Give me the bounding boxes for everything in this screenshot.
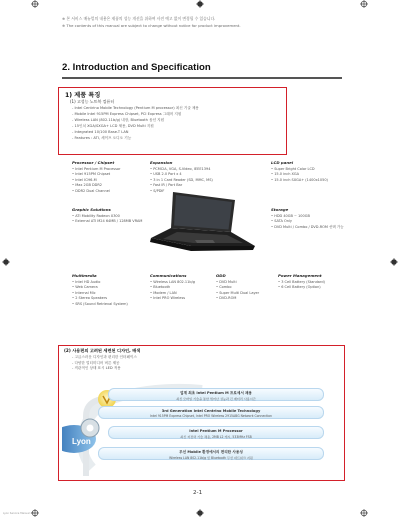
spec-item: • Intel HD Audio (72, 280, 128, 285)
spec-column-heading: ODD (216, 273, 226, 278)
spec-column-heading: Power Management (278, 273, 322, 278)
spec-item: • Fast IR / Port Bar (150, 183, 213, 188)
registration-mark-icon (31, 0, 39, 8)
spec-column-storage (271, 207, 344, 230)
features-subheading: (1) 고성능 노트북 컴퓨터 (70, 99, 115, 104)
feature-band-title: Intel Pentium M Processor (189, 428, 243, 433)
spec-column-power (278, 273, 325, 291)
spec-column-heading: LCD panel (271, 160, 294, 165)
spec-item: • DVD Multi (216, 280, 259, 285)
spec-item: • Modem / LAN (150, 291, 195, 296)
footer-text: Lyon Service Manual 2-1 (3, 512, 35, 515)
spec-item: • 6 Cell Battery (Option) (278, 285, 325, 290)
spec-item: • 2 Stereo Speakers (72, 296, 128, 301)
feature-item: - Wireless LAN (802.11b/g) 내장, Bluetooth 옵션 지원 (72, 118, 165, 123)
spec-item: • Internal Mic (72, 291, 128, 296)
spec-item: • 15.0 inch XGA (271, 172, 328, 177)
feature-band (98, 406, 324, 419)
registration-mark-icon (2, 258, 10, 266)
spec-column-heading: Multimedia (72, 273, 97, 278)
feature-item: - Intel Centrino Mobile Technology (Pentium M processor) 최신 기술 채용 (72, 106, 199, 110)
feature-band-title: 무선 Mobile 환경에서의 편리한 사용성 (179, 449, 243, 454)
registration-mark-icon (196, 509, 204, 517)
spec-column-graphics (72, 207, 142, 225)
feature-band-desc: Wireless LAN 802.11b/g 및 Bluetooth 무선 네트워크 지원 (169, 455, 253, 460)
registration-mark-icon (360, 509, 368, 517)
spec-item: • SATA Only (271, 219, 344, 224)
spec-item: • Intel 915PM Chipset (72, 172, 120, 177)
spec-item: • DDR2 Dual Channel (72, 189, 120, 194)
spec-item: • Wireless LAN 802.11b/g (150, 280, 195, 285)
spec-item: • PCMCIA, VGA, S-Video, IEEE1394 (150, 167, 213, 172)
title-rule (62, 77, 342, 79)
spec-item: • Combo (216, 285, 259, 290)
spec-item: • 15.0 inch SXGA+ (1400x1050) (271, 178, 328, 183)
spec-column-heading: Storage (271, 207, 289, 212)
feature-band (108, 388, 324, 401)
spec-column-odd (216, 273, 259, 302)
feature-item: - Integrated 10/100 Base-T LAN (72, 130, 129, 135)
design-item: - 고급스러운 디자인과 편리한 인터페이스 (72, 355, 137, 359)
spec-item: • Intel Pentium M Processor (72, 167, 120, 172)
laptop-illustration (143, 188, 261, 266)
features-list (72, 105, 199, 142)
design-item: - 다양한 멀티미디어 버튼 제공 (72, 360, 120, 365)
registration-mark-icon (360, 0, 368, 8)
feature-band-desc: 최신 저전력 기술 채용, 2MB L2 캐시, 533MHz FSB (180, 434, 252, 439)
spec-item: • Web Camera (72, 285, 128, 290)
spec-item: • Max 2GB DDR2 (72, 183, 120, 188)
spec-item: • Super Bright Color LCD (271, 167, 328, 172)
spec-column-multimedia (72, 273, 128, 307)
spec-column-communications (150, 273, 195, 302)
spec-item: • Intel PRO Wireless (150, 296, 195, 301)
spec-column-heading: Expansion (150, 160, 173, 165)
spec-item: • External ATI M24 64MB / 128MB VRAM (72, 219, 142, 224)
spec-item: • USB 2.0 Port x 4 (150, 172, 213, 177)
platform-label: Lyon (72, 437, 91, 446)
design-item: - 직관적인 상태 표시 LED 적용 (72, 366, 121, 371)
spec-column-heading: Processor / Chipset (72, 160, 115, 165)
page-number: 2-1 (193, 490, 203, 496)
header-note: ※ 본 서비스 매뉴얼의 내용은 제품의 성능 개선을 위하여 사전 예고 없이 변경될 수 있습니다. (62, 16, 216, 21)
gear-icon (81, 419, 99, 437)
spec-item: • SRS (Sound Retrieval System) (72, 302, 128, 307)
header-note: ※ The contents of this manual are subject to change without notice for product improvement. (62, 23, 241, 28)
registration-mark-icon (390, 258, 398, 266)
feature-band-desc: Intel 915PM Express Chipset, Intel PRO Wireless 2915ABG Network Connection (150, 413, 272, 418)
spec-item: • S/PDIF (150, 189, 213, 194)
spec-item: • ATI Mobility Radeon X300 (72, 214, 142, 219)
registration-mark-icon (196, 0, 204, 8)
spec-column-heading: Graphic Solutions (72, 207, 111, 212)
feature-band-desc: 최신 모바일 기술을 통한 뛰어난 성능과 긴 배터리 사용시간 (176, 396, 256, 401)
design-heading: (2) 사용편의 고려된 세련된 디자인, 배색 (64, 348, 141, 353)
spec-column-processor (72, 160, 120, 194)
feature-item: - Mobile Intel 915PM Express Chipset, PCI Express 그래픽 지원 (72, 112, 182, 117)
feature-band (98, 447, 324, 460)
feature-band-title: 3rd Generation Intel Centrino Mobile Technology (161, 408, 261, 413)
feature-item: - 15인치 XGA/SXGA+ LCD 채용, DVD Multi 지원 (72, 124, 154, 129)
spec-column-lcd (271, 160, 328, 183)
spec-item: • HDD 40GB ~ 100GB (271, 214, 344, 219)
spec-item: • 3 in 1 Card Reader (SD, MMC, MS) (150, 178, 213, 183)
spec-item: • Super Multi Dual Layer (216, 291, 259, 296)
section-title: 2. Introduction and Specification (62, 62, 211, 73)
feature-band (108, 426, 324, 439)
header-notes (62, 15, 362, 29)
spec-item: • Bluetooth (150, 285, 195, 290)
spec-item: • 3 Cell Battery (Standard) (278, 280, 325, 285)
features-heading: 1) 제품 특징 (65, 92, 101, 99)
spec-column-heading: Communications (150, 273, 187, 278)
feature-band-title: 업계 최초 Intel Pentium M 프로세서 채용 (180, 390, 252, 395)
spec-item: • DVD-ROM (216, 296, 259, 301)
spec-item: • DVD Multi / Combo / DVD-ROM 선택 가능 (271, 225, 344, 230)
design-list (72, 355, 137, 372)
spec-item: • Intel ICH6-M (72, 178, 120, 183)
feature-item: - Features : ATI, 세이프 오디오 기능 (72, 136, 132, 141)
